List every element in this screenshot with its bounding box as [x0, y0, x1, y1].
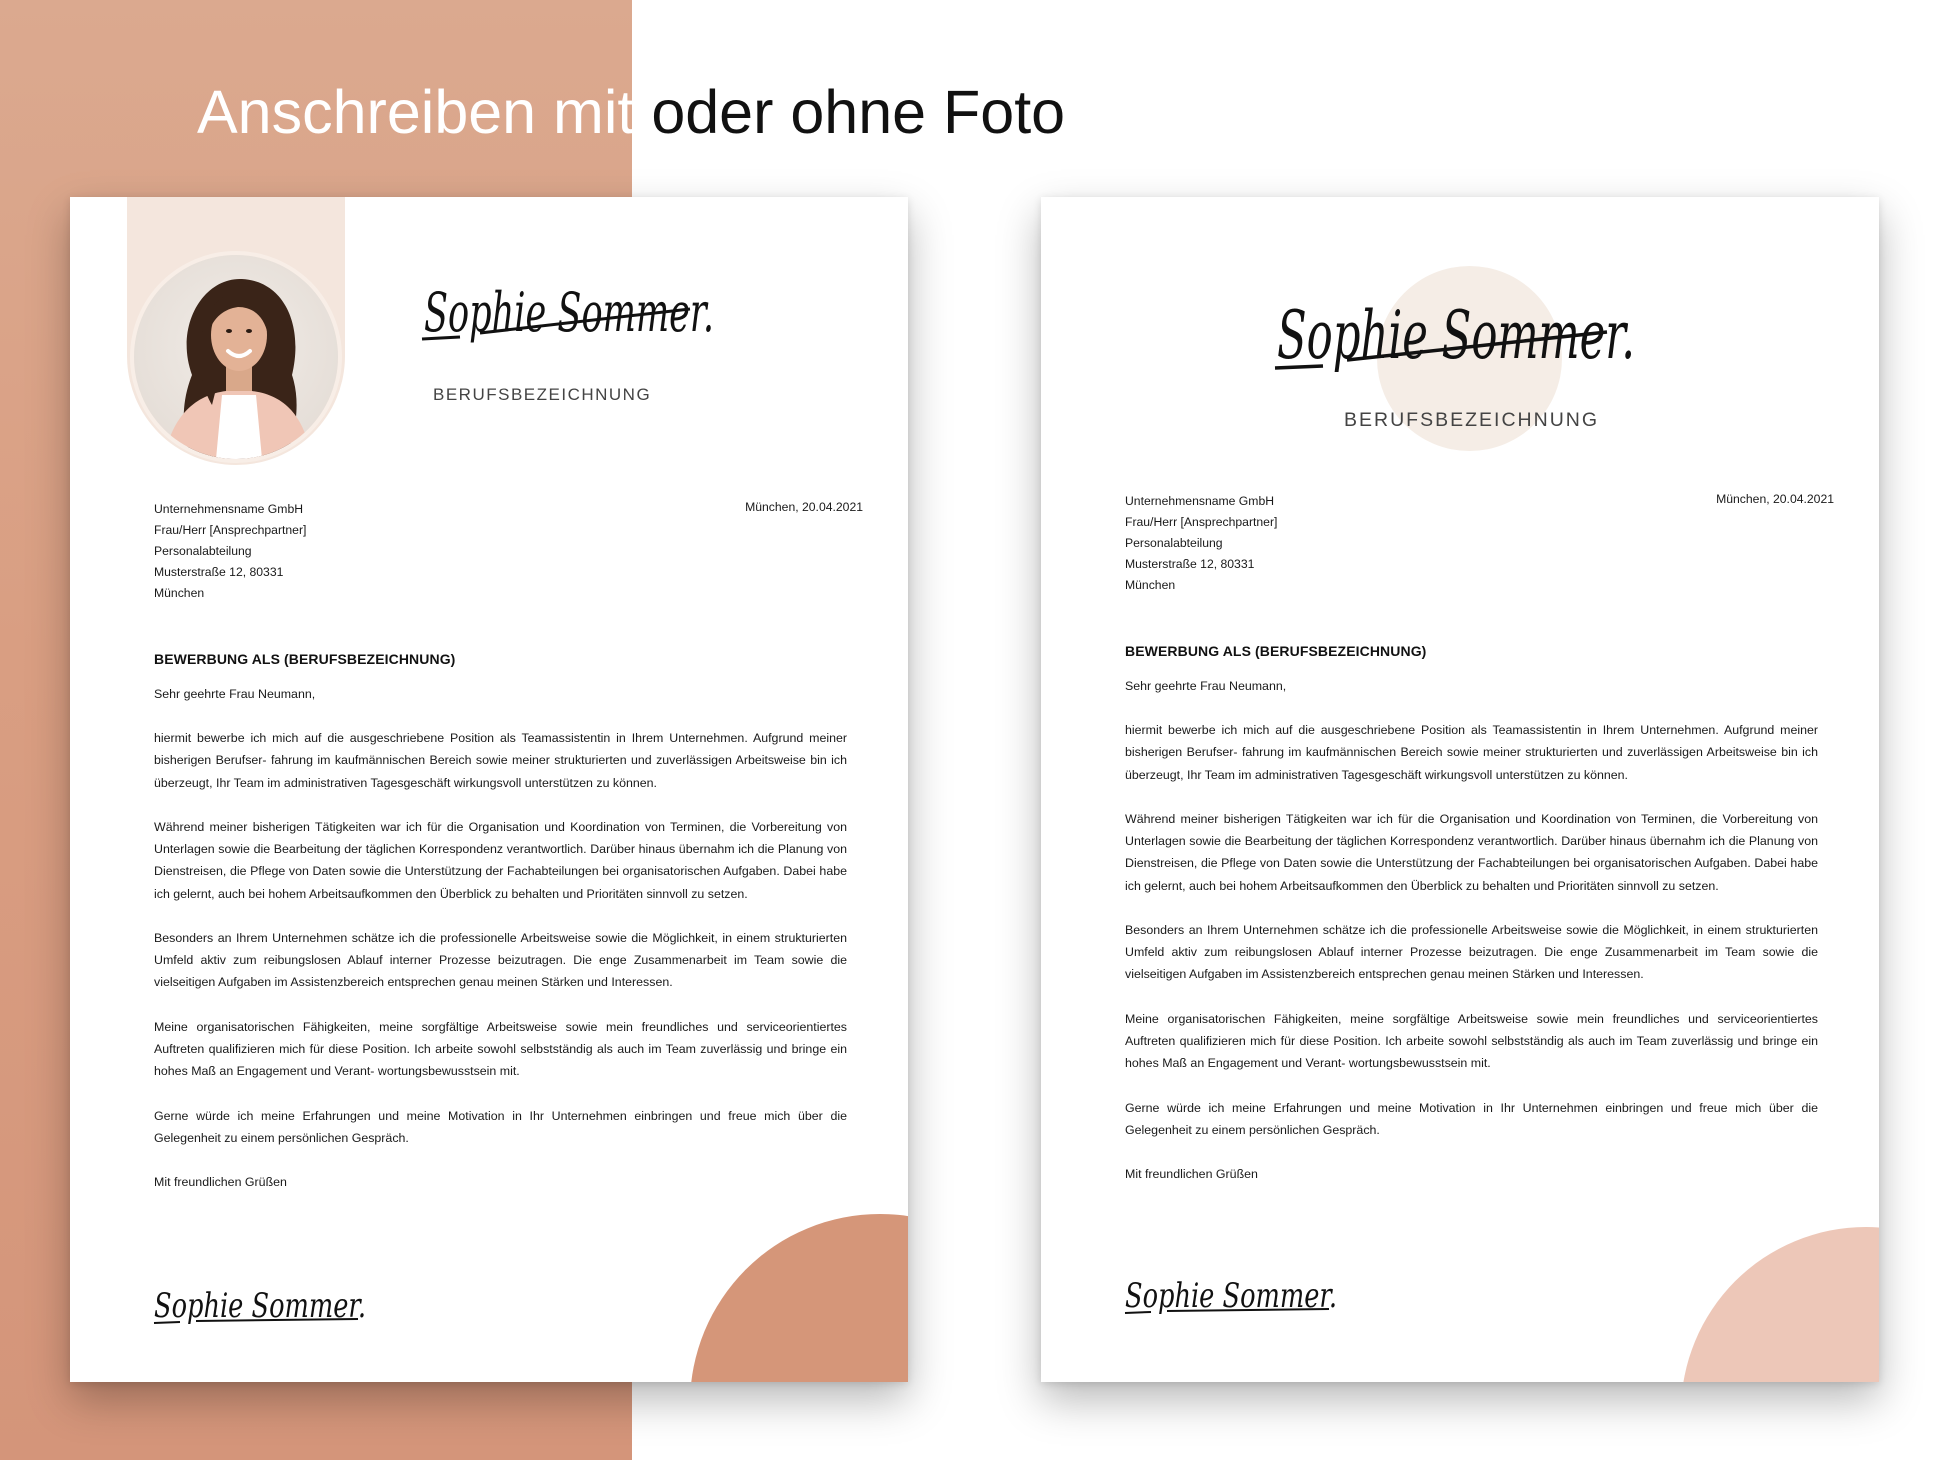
- paragraph: hiermit bewerbe ich mich auf die ausgeschriebene Position als Teamassistentin in Ihrem Unternehmen. Aufgrund meiner bisherigen Berufser- fahrung im kaufmännischen Bereich sowie meiner strukturierten und zuverlässigen Arbeitsweise bin ich überzeugt, Ihr Team im administrativen Tagesgeschäft wirkungsvoll unterstützen zu können.: [154, 731, 847, 790]
- letter-body: [1125, 675, 1818, 1208]
- letter-subject: BEWERBUNG ALS (BERUFSBEZEICHNUNG): [1125, 643, 1427, 659]
- recipient-address: [154, 499, 306, 604]
- letter-date: München, 20.04.2021: [1716, 492, 1834, 506]
- footer-signature-text: Sophie Sommer.: [154, 1286, 366, 1326]
- decorative-circle: [1681, 1227, 1879, 1382]
- paragraph: Gerne würde ich meine Erfahrungen und meine Motivation in Ihr Unternehmen einbringen und freue mich über die Gelegenheit zu einem persönlichen Gespräch.: [154, 1108, 847, 1145]
- letter-subject: BEWERBUNG ALS (BERUFSBEZEICHNUNG): [154, 651, 456, 667]
- address-line: Frau/Herr [Ansprechpartner]: [1125, 515, 1278, 529]
- footer-signature: [1123, 1267, 1343, 1332]
- headline-dark-part: oder ohne Foto: [651, 78, 1066, 146]
- name-signature-text: Sophie Sommer.: [424, 281, 714, 344]
- headline-light-part: Anschreiben mit: [197, 78, 652, 146]
- profile-photo: [134, 255, 338, 459]
- paragraph: Besonders an Ihrem Unternehmen schätze ich die professionelle Arbeitsweise sowie die Möglichkeit, in einem strukturierten Umfeld aktiv zum reibungslosen Ablauf interner Prozesse beizutragen. Die enge Zusammenarbeit im Team sowie die vielseitigen Aufgaben im Assistenzbereich entsprechen genau meinen Stärken und Interessen.: [1125, 923, 1818, 982]
- address-line: Frau/Herr [Ansprechpartner]: [154, 523, 307, 537]
- job-title: BERUFSBEZEICHNUNG: [433, 385, 652, 404]
- address-line: Unternehmensname GmbH: [154, 502, 304, 516]
- address-line: München: [154, 586, 205, 600]
- cover-letter-without-photo: [1041, 197, 1879, 1382]
- address-line: Musterstraße 12, 80331: [1125, 557, 1255, 571]
- footer-signature-text: Sophie Sommer.: [1125, 1276, 1337, 1316]
- name-signature-logo: [1273, 282, 1643, 402]
- salutation: Sehr geehrte Frau Neumann,: [1125, 679, 1287, 693]
- address-line: Unternehmensname GmbH: [1125, 494, 1275, 508]
- address-line: Musterstraße 12, 80331: [154, 565, 284, 579]
- letter-body: [154, 683, 847, 1216]
- headline: [197, 72, 1065, 152]
- paragraph: Während meiner bisherigen Tätigkeiten war ich für die Organisation und Koordination von Terminen, die Vorbereitung von Unterlagen sowie die Bearbeitung der täglichen Korrespondenz verantwortlich. Darüber hinaus übernahm ich die Planung von Dienstreisen, die Pflege von Daten sowie die Unterstützung der Fachabteilungen bei organisatorischen Aufgaben. Dabei habe ich gelernt, auch bei hohem Arbeitsaufkommen den Überblick zu behalten und Prioritäten sinnvoll zu setzen.: [154, 820, 847, 901]
- paragraph: Meine organisatorischen Fähigkeiten, meine sorgfältige Arbeitsweise sowie mein freundliches und serviceorientiertes Auftreten qualifizieren mich für diese Position. Ich arbeite sowohl selbstständig als auch im Team zuverlässig und bringe ein hohes Maß an Engagement und Verant- wortungsbewusstsein mit.: [1125, 1011, 1818, 1071]
- paragraph: hiermit bewerbe ich mich auf die ausgeschriebene Position als Teamassistentin in Ihrem Unternehmen. Aufgrund meiner bisherigen Berufser- fahrung im kaufmännischen Bereich sowie meiner strukturierten und zuverlässigen Arbeitsweise bin ich überzeugt, Ihr Team im administrativen Tagesgeschäft wirkungsvoll unterstützen zu können.: [1125, 723, 1818, 782]
- cover-letter-with-photo: [70, 197, 908, 1382]
- footer-signature: [152, 1277, 372, 1342]
- address-line: München: [1125, 578, 1176, 592]
- paragraph: Während meiner bisherigen Tätigkeiten war ich für die Organisation und Koordination von Terminen, die Vorbereitung von Unterlagen sowie die Bearbeitung der täglichen Korrespondenz verantwortlich. Darüber hinaus übernahm ich die Planung von Dienstreisen, die Pflege von Daten sowie die Unterstützung der Fachabteilungen bei organisatorischen Aufgaben. Dabei habe ich gelernt, auch bei hohem Arbeitsaufkommen den Überblick zu behalten und Prioritäten sinnvoll zu setzen.: [1125, 812, 1818, 893]
- address-line: Personalabteilung: [154, 544, 252, 558]
- address-line: Personalabteilung: [1125, 536, 1223, 550]
- name-signature-logo: [420, 269, 720, 369]
- letter-date: München, 20.04.2021: [745, 500, 863, 514]
- recipient-address: [1125, 491, 1277, 596]
- paragraph: Gerne würde ich meine Erfahrungen und meine Motivation in Ihr Unternehmen einbringen und freue mich über die Gelegenheit zu einem persönlichen Gespräch.: [1125, 1100, 1818, 1137]
- closing: Mit freundlichen Grüßen: [1125, 1167, 1258, 1182]
- job-title: BERUFSBEZEICHNUNG: [1344, 409, 1600, 431]
- paragraph: Meine organisatorischen Fähigkeiten, meine sorgfältige Arbeitsweise sowie mein freundliches und serviceorientiertes Auftreten qualifizieren mich für diese Position. Ich arbeite sowohl selbstständig als auch im Team zuverlässig und bringe ein hohes Maß an Engagement und Verant- wortungsbewusstsein mit.: [154, 1019, 847, 1079]
- salutation: Sehr geehrte Frau Neumann,: [154, 687, 316, 701]
- name-signature-text: Sophie Sommer.: [1277, 297, 1635, 374]
- paragraph: Besonders an Ihrem Unternehmen schätze ich die professionelle Arbeitsweise sowie die Möglichkeit, in einem strukturierten Umfeld aktiv zum reibungslosen Ablauf interner Prozesse beizutragen. Die enge Zusammenarbeit im Team sowie die vielseitigen Aufgaben im Assistenzbereich entsprechen genau meinen Stärken und Interessen.: [154, 931, 847, 990]
- decorative-circle: [690, 1214, 908, 1382]
- closing: Mit freundlichen Grüßen: [154, 1175, 287, 1190]
